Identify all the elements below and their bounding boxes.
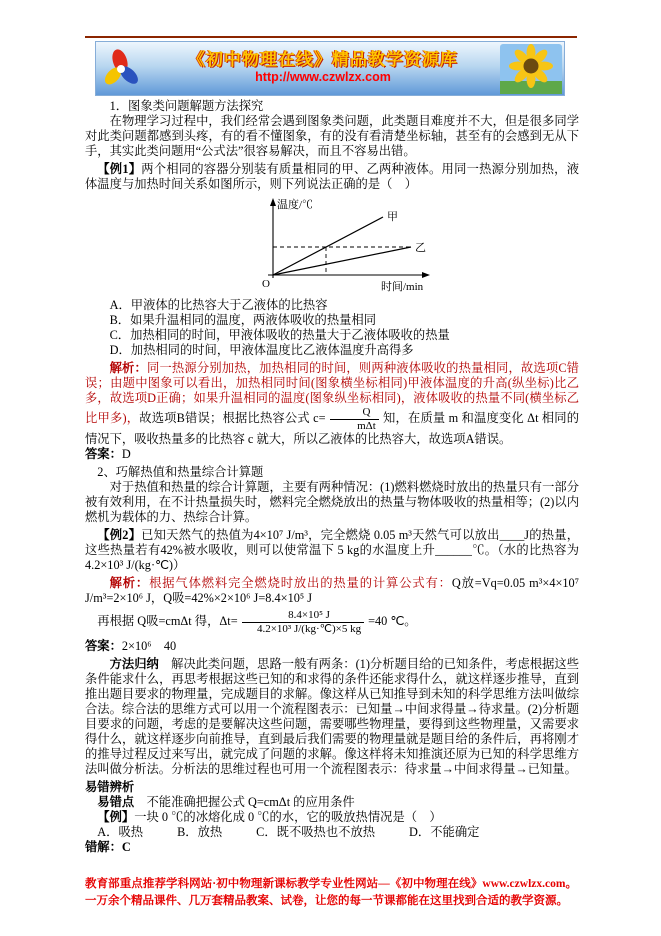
site-title: 《初中物理在线》精品教学资源库 bbox=[188, 50, 458, 69]
example2-paragraph bbox=[85, 528, 579, 573]
followup-pre: 再根据 Q吸=cmΔt 得，Δt= bbox=[97, 614, 238, 629]
wrong-answer-value: C bbox=[121, 839, 131, 854]
example1-paragraph bbox=[85, 162, 579, 192]
section1-title: 1．图象类问题解题方法探究 bbox=[109, 99, 264, 113]
document-content bbox=[85, 99, 579, 855]
line-jia bbox=[273, 217, 383, 275]
followup-post: =40 ℃。 bbox=[368, 614, 417, 629]
banner-photo bbox=[498, 42, 564, 95]
example1-option-d: D．加热相同的时间，甲液体温度比乙液体温度升高得多 bbox=[109, 343, 414, 357]
answer-label: 答案： bbox=[85, 447, 122, 462]
line-yi-label: 乙 bbox=[415, 242, 426, 254]
example2-answer bbox=[85, 639, 579, 654]
example1-analysis bbox=[85, 361, 579, 447]
answer2-value: 2×10⁶ 40 bbox=[121, 638, 177, 653]
error-option-b: B．放热 bbox=[177, 824, 223, 839]
example1-option-a: A．甲液体的比热容大于乙液体的比热容 bbox=[109, 298, 328, 312]
error-example-options bbox=[85, 825, 579, 840]
analysis2-red-text: 根据气体燃料完全燃烧时放出的热量的计算公式有： bbox=[149, 576, 452, 591]
section2-title: 2、巧解热值和热量综合计算题 bbox=[97, 465, 264, 480]
site-banner bbox=[95, 41, 565, 96]
example2-text: 已知天然气的热值为4×10⁷ J/m³，完全燃烧 0.05 m³天然气可以放出____J的热量，这些热量若有42%被水吸收，则可以使常温下 5 kg的水温度上升______℃。（水的比热容为4.2×10³ J/(kg·℃)） bbox=[85, 528, 579, 573]
analysis2-formula: Q放=Vq=0.05 m³×4×10⁷ J/m³=2×10⁶ J，Q吸=42%×2×10⁶ J=8.4×10⁵ J bbox=[85, 576, 579, 606]
analysis-label: 解析： bbox=[109, 361, 147, 375]
example2-followup bbox=[85, 609, 579, 635]
error-example-text: 一块 0 ℃的冰熔化成 0 ℃的水，它的吸放热情况是（ ） bbox=[134, 809, 442, 824]
sunflower-icon bbox=[500, 44, 562, 94]
error-point-text: 不能准确把握公式 Q=cmΔt 的应用条件 bbox=[134, 794, 355, 809]
example1-option-c: C．加热相同的时间，甲液体吸收的热量大于乙液体吸收的热量 bbox=[109, 328, 450, 342]
top-divider-rule bbox=[85, 36, 577, 38]
site-logo bbox=[96, 42, 148, 95]
x-axis-label: 时间/min bbox=[381, 281, 424, 293]
error-section-title: 易错辨析 bbox=[85, 779, 135, 794]
x-axis-arrow bbox=[422, 272, 430, 278]
method-summary bbox=[85, 657, 579, 777]
error-option-c: C．既不吸热也不放热 bbox=[256, 824, 376, 839]
method-text: 解决此类问题，思路一般有两条：(1)分析题目给的已知条件，考虑根据这些条件能求什么，再思考根据这些已知的和求得的条件还能求得什么，就这样逐步推导，直到推出题目要求的物理量，完成题目的求解。像这样从已知推导到未知的科学思维方法叫做综合法。综合法的思维方式可以用一个流程图表示：已知量→中间求得量→待求量。(2)分析题目要求的问题，考虑的是要解决这些问题，需要哪些物理量，要得到这些物理量，又需要求得什么，就这样逐步向前推导，直到最后我们需要的物理量就是题目给的条件后，再将刚才的推导过程反过来写出，就完成了问题的求解。像这样将未知推演还原为已知的科学思维方法叫做分析法。分析法的思维过程也可用一个流程图表示：待求量→中间求得量→已知量。 bbox=[85, 656, 579, 776]
error-option-d: D．不能确定 bbox=[409, 824, 480, 839]
line-yi bbox=[273, 247, 411, 275]
line-jia-label: 甲 bbox=[387, 211, 398, 223]
origin-label: O bbox=[262, 278, 270, 290]
y-axis-label: 温度/℃ bbox=[277, 199, 314, 211]
error-point bbox=[85, 795, 579, 810]
method-label: 方法归纳 bbox=[109, 656, 159, 671]
example2-analysis bbox=[85, 576, 579, 606]
temperature-time-graph bbox=[243, 195, 579, 295]
specific-heat-formula-fraction: $\frac{Q}{\text{mΔt}}$ bbox=[330, 406, 379, 432]
example1-answer bbox=[85, 447, 579, 462]
site-url-link[interactable]: http://www.czwlzx.com bbox=[255, 70, 391, 84]
error-option-a: A．吸热 bbox=[97, 824, 144, 839]
example1-text: 两个相同的容器分别装有质量相同的甲、乙两种液体。用同一热源分别加热，液体温度与加热时间关系如图所示，则下列说法正确的是（ ） bbox=[85, 162, 579, 191]
banner-center bbox=[148, 42, 498, 95]
example1-option-b: B．如果升温相同的温度，两液体吸收的热量相同 bbox=[109, 313, 377, 327]
analysis-black-pre: 故选项B错误；根据比热容公式 c= bbox=[139, 410, 326, 425]
analysis2-label: 解析： bbox=[109, 576, 150, 591]
error-example bbox=[85, 810, 579, 825]
y-axis-arrow bbox=[270, 198, 276, 206]
analysis-black-post: 知，在质量 m 和温度变化 Δt 相同的情况下，吸收热量多的比热容 c 就大，所以乙液体的比热容大，故选项A错误。 bbox=[85, 410, 580, 447]
delta-t-fraction: $\frac{\text{8.4×10⁵ J}}{\text{4.2×10³ J/(kg·℃)×5 kg}}$ bbox=[242, 609, 364, 635]
example1-label: 【例1】 bbox=[97, 162, 142, 176]
section2-intro: 对于热值和热量的综合计算题，主要有两种情况：(1)燃料燃烧时放出的热量只有一部分被有效利用，在不计热量损失时，燃料完全燃烧放出的热量与物体吸收的热量相等；(2)以内燃机为载体的力、热综合计算。 bbox=[85, 480, 579, 525]
answer-value: D bbox=[121, 447, 131, 462]
answer2-label: 答案： bbox=[85, 638, 122, 653]
analysis-red-text: 同一热源分别加热，加热相同的时间，则两种液体吸收的热量相同，故选项C错误；由题中图象可以看出，加热相同时间(图象横坐标相同)甲液体温度的升高(纵坐标)比乙多，故选项D正确；如果升温相同的温度(图象纵坐标相同)，液体吸收的热量不同(横坐标乙比甲多)， bbox=[85, 361, 579, 425]
error-point-label: 易错点 bbox=[97, 794, 135, 809]
intro-paragraph: 在物理学习过程中，我们经常会遇到图象类问题，此类题目难度并不大，但是很多同学对此类问题都感到头疼，有的看不懂图象，有的没有看清楚坐标轴，甚至有的会感到无从下手，其实此类问题用“公式法”很容易解决，而且不容易出错。 bbox=[85, 114, 579, 158]
wrong-answer-line bbox=[85, 840, 579, 855]
physics-online-logo-icon bbox=[99, 46, 145, 92]
wrong-answer-label: 错解： bbox=[85, 839, 122, 854]
error-example-label: 【例】 bbox=[97, 809, 135, 824]
footer-note: 教育部重点推荐学科网站·初中物理新课标教学专业性网站—《初中物理在线》www.czwlzx.com。一万余个精品课件、几万套精品教案、试卷，让您的每一节课都能在这里找到合适的教学资源。 bbox=[85, 878, 577, 907]
example2-label: 【例2】 bbox=[97, 528, 142, 543]
